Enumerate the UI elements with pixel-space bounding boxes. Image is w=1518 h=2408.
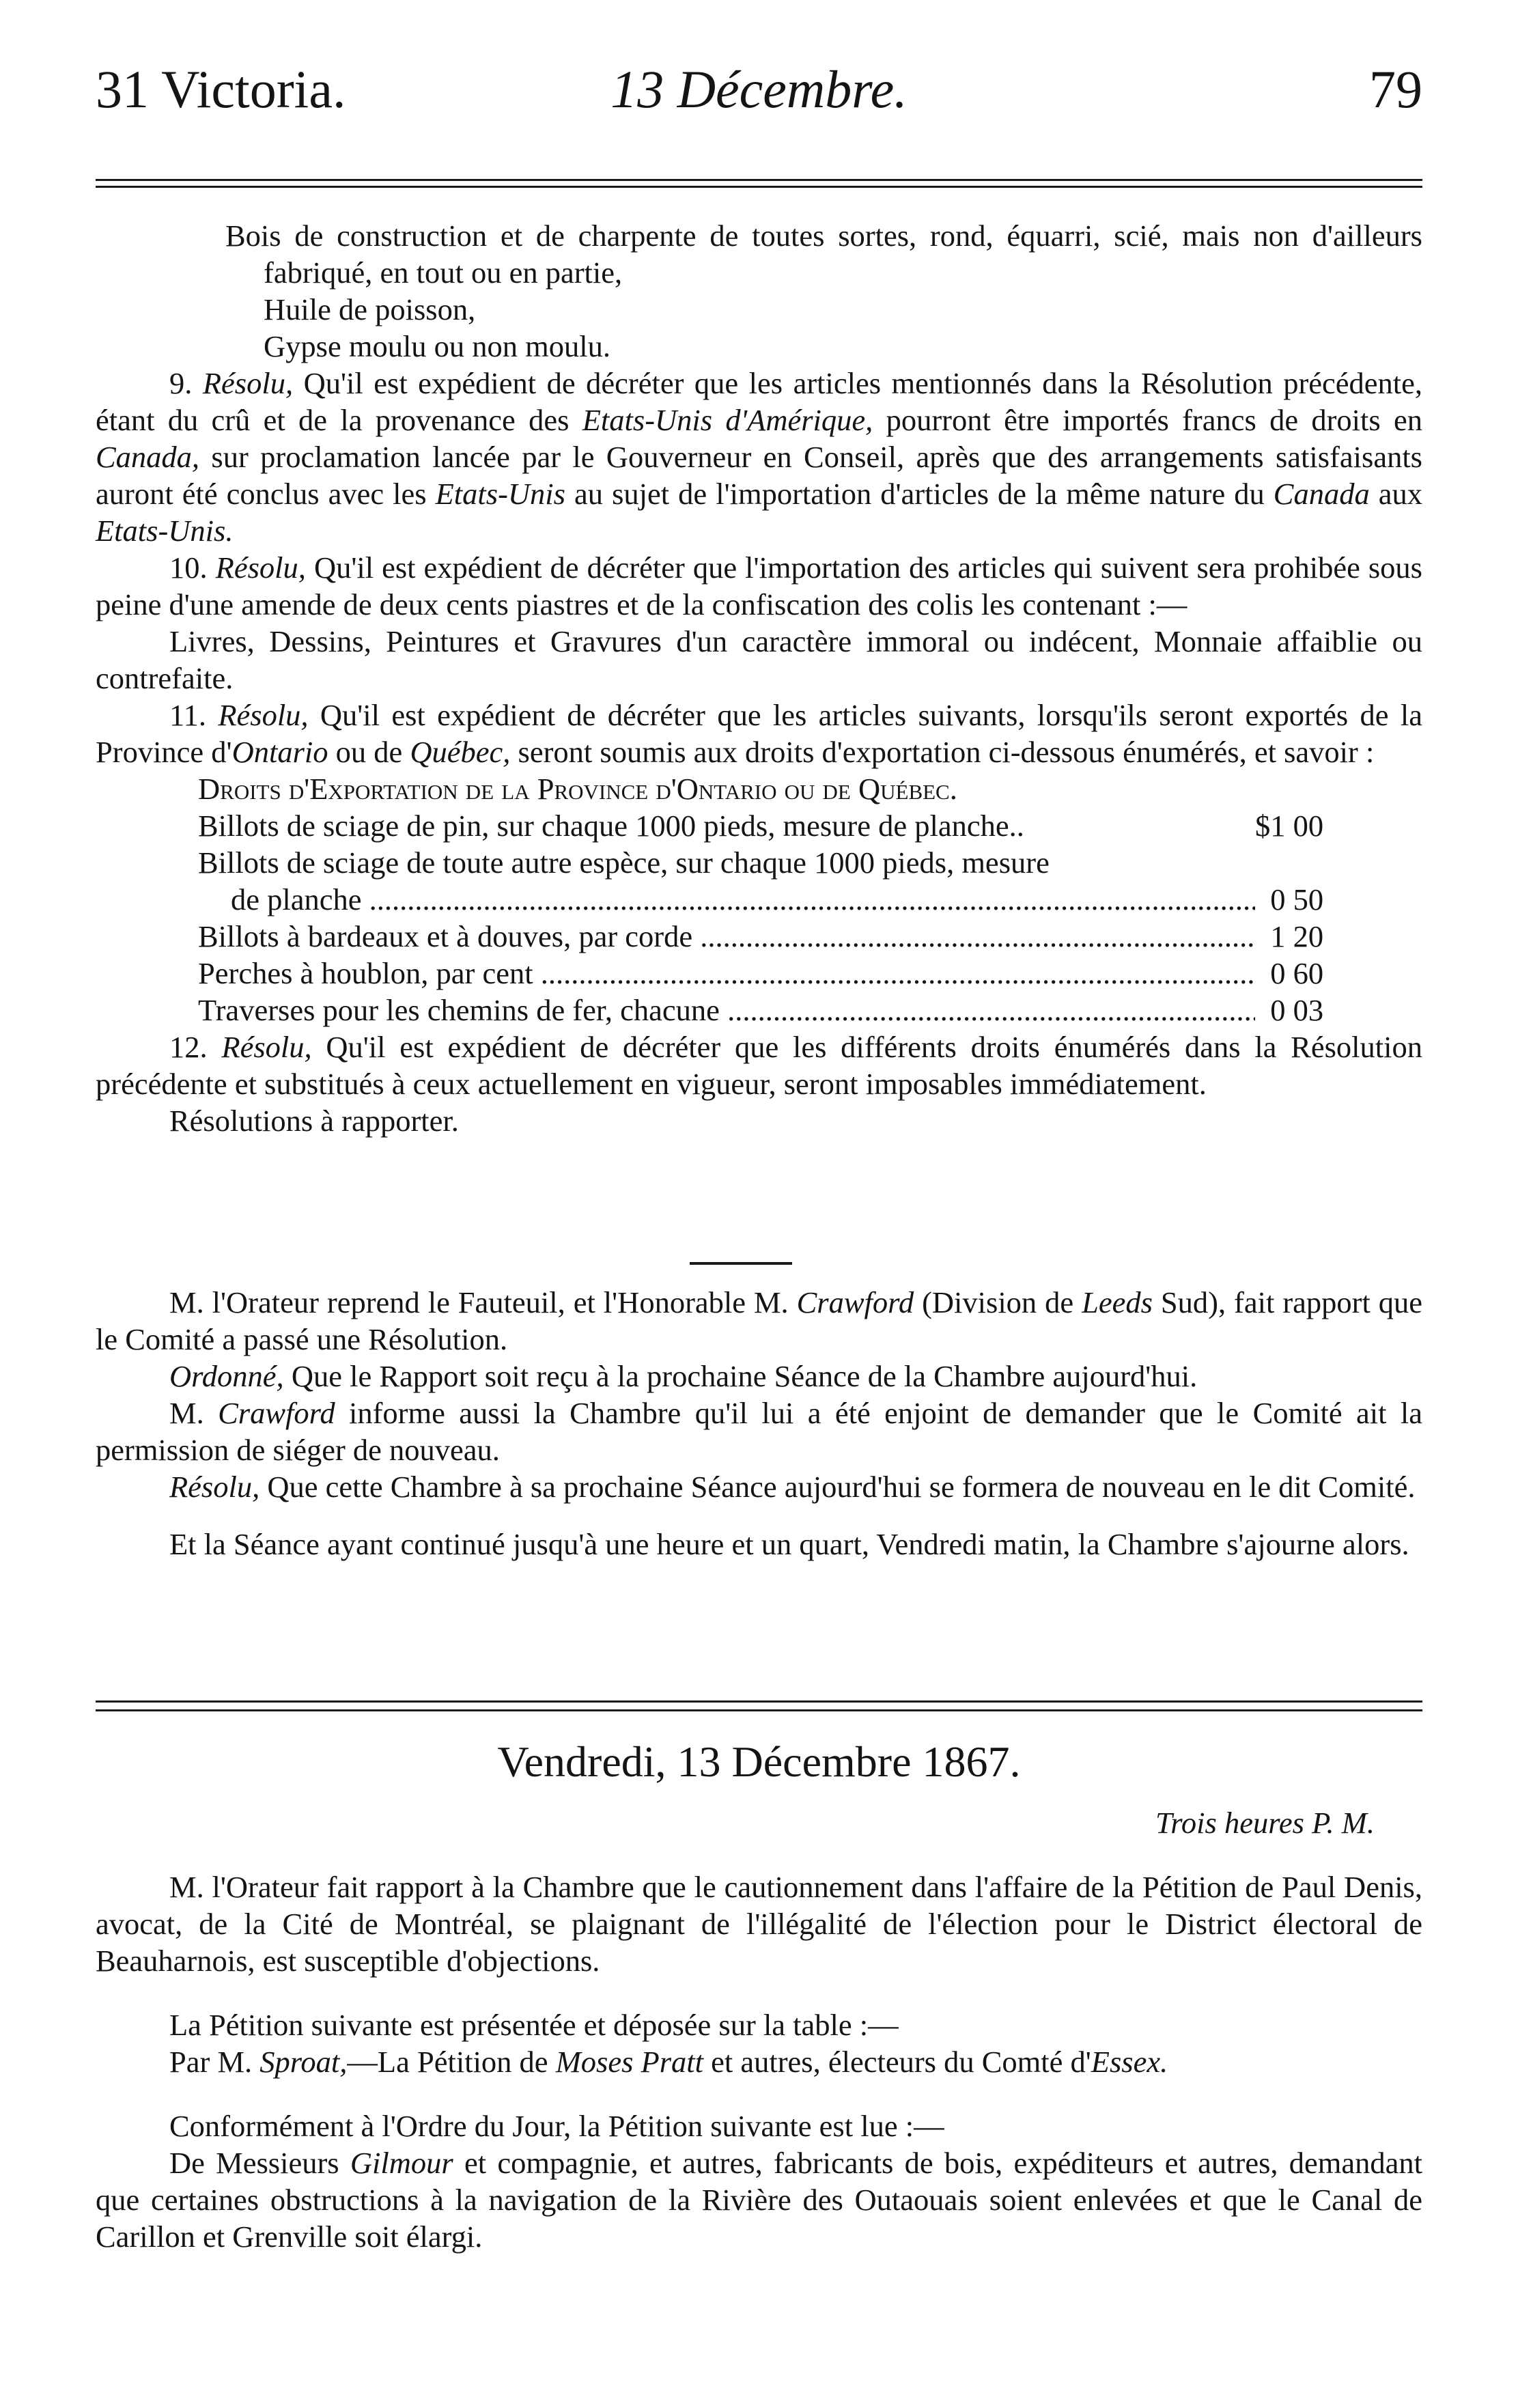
table-row [198,918,1323,955]
petition-presented: La Pétition suivante est présentée et déposée sur la table :— [169,2008,899,2042]
resolution-10-list: Livres, Dessins, Peintures et Gravures d'un caractère immoral ou indécent, Monnaie affaiblie ou contrefaite. [96,624,1422,695]
running-header-center: 13 Décembre. [610,59,908,119]
gilmour-paragraph: De Messieurs Gilmour et compagnie, et autres, fabricants de bois, expéditeurs et autres, demandant que certaines obstructions à la navigation de la Rivière des Outaouais soient enlevées et que le Canal de Carillon et Grenville soit élargi. [96,2146,1423,2254]
item-huile: Huile de poisson, [264,292,476,326]
resolution-9: 9. Résolu, Qu'il est expédient de décréter que les articles mentionnés dans la Résolution précédente, étant du crû et de la provenance des Etats-Unis d'Amérique, pourront être importés francs de droits en Canada, sur proclamation lancée par le Gouverneur en Conseil, après que des arrangements satisfaisants auront été conclus avec les Etats-Unis au sujet de l'importation d'articles de la même nature du Canada aux Etats-Unis. [96,366,1423,548]
resolutions-report: Résolutions à rapporter. [169,1104,459,1138]
duty-amount: 1 20 [1270,919,1324,953]
table-row [198,844,1323,881]
ordre-du-jour: Conformément à l'Ordre du Jour, la Pétition suivante est lue :— [169,2109,944,2143]
header-rule [96,179,1422,181]
main-text [96,217,1422,1139]
resolution-12: 12. Résolu, Qu'il est expédient de décréter que les différents droits énumérés dans la Résolution précédente et substitués à ceux actuellement en vigueur, seront imposables immédiatement. [96,1030,1423,1101]
duty-label: de planche ..... [198,881,1255,918]
duty-label: Traverses pour les chemins de fer, chacune ..... [198,992,1255,1028]
ordonne-paragraph: Ordonné, Que le Rapport soit reçu à la prochaine Séance de la Chambre aujourd'hui. [169,1359,1198,1393]
page-number: 79 [1369,59,1422,119]
duty-amount [1255,844,1323,881]
main-text-2 [96,1284,1422,1563]
table-row [198,807,1323,844]
section-double-rule [96,1700,1422,1711]
report-paragraph: M. l'Orateur reprend le Fauteuil, et l'Honorable M. Crawford (Division de Leeds Sud), fait rapport que le Comité a passé une Résolution. [96,1285,1423,1356]
duty-label: Billots de sciage de toute autre espèce, sur chaque 1000 pieds, mesure [198,845,1050,880]
duty-label: Billots de sciage de pin, sur chaque 1000 pieds, mesure de planche.. [198,809,1024,843]
section-divider [690,1262,792,1265]
duty-label: Perches à houblon, par cent ..... [198,955,1255,992]
resolution-11: 11. Résolu, Qu'il est expédient de décréter que les articles suivants, lorsqu'ils seront exportés de la Province d'Ontario ou de Québec, seront soumis aux droits d'exportation ci-dessous énumérés, et savoir : [96,698,1423,769]
table-row [198,992,1323,1028]
sproat-paragraph: Par M. Sproat,—La Pétition de Moses Pratt et autres, électeurs du Comté d'Essex. [169,2045,1168,2079]
crawford-paragraph: M. Crawford informe aussi la Chambre qu'il lui a été enjoint de demander que le Comité ait la permission de siéger de nouveau. [96,1396,1422,1467]
item-bois: Bois de construction et de charpente de toutes sortes, rond, équarri, scié, mais non d'ailleurs fabriqué, en tout ou en partie, [225,219,1422,290]
time-line: Trois heures P. M. [1155,1806,1375,1840]
duty-amount: 0 03 [1270,993,1324,1027]
adjourn-paragraph: Et la Séance ayant continué jusqu'à une heure et un quart, Vendredi matin, la Chambre s'ajourne alors. [169,1527,1409,1561]
table-row [198,955,1323,992]
resolu-paragraph: Résolu, Que cette Chambre à sa prochaine Séance aujourd'hui se formera de nouveau en le dit Comité. [169,1470,1416,1504]
running-header-left: 31 Victoria. [96,59,346,119]
main-text-3 [96,1735,1422,2255]
export-duties-table [96,770,1422,1028]
item-gypse: Gypse moulu ou non moulu. [264,329,611,363]
resolution-10: 10. Résolu, Qu'il est expédient de décréter que l'importation des articles qui suivent sera prohibée sous peine d'une amende de deux cents piastres et de la confiscation des colis les contenant :— [96,550,1423,621]
duty-amount: 0 60 [1270,956,1324,990]
duty-amount: $1 00 [1255,809,1324,843]
export-duties-title: Droits d'Exportation de la Province d'Ontario ou de Québec. [198,772,957,806]
orateur-paragraph: M. l'Orateur fait rapport à la Chambre que le cautionnement dans l'affaire de la Pétition de Paul Denis, avocat, de la Cité de Montréal, se plaignant de l'illégalité de l'élection pour le District électoral de Beauharnois, est susceptible d'objections. [96,1870,1422,1978]
duty-label: Billots à bardeaux et à douves, par corde ..... [198,918,1255,955]
table-row [198,881,1323,918]
header-rule [96,186,1422,188]
duty-amount: 0 50 [1270,882,1324,916]
date-heading: Vendredi, 13 Décembre 1867. [497,1737,1021,1786]
